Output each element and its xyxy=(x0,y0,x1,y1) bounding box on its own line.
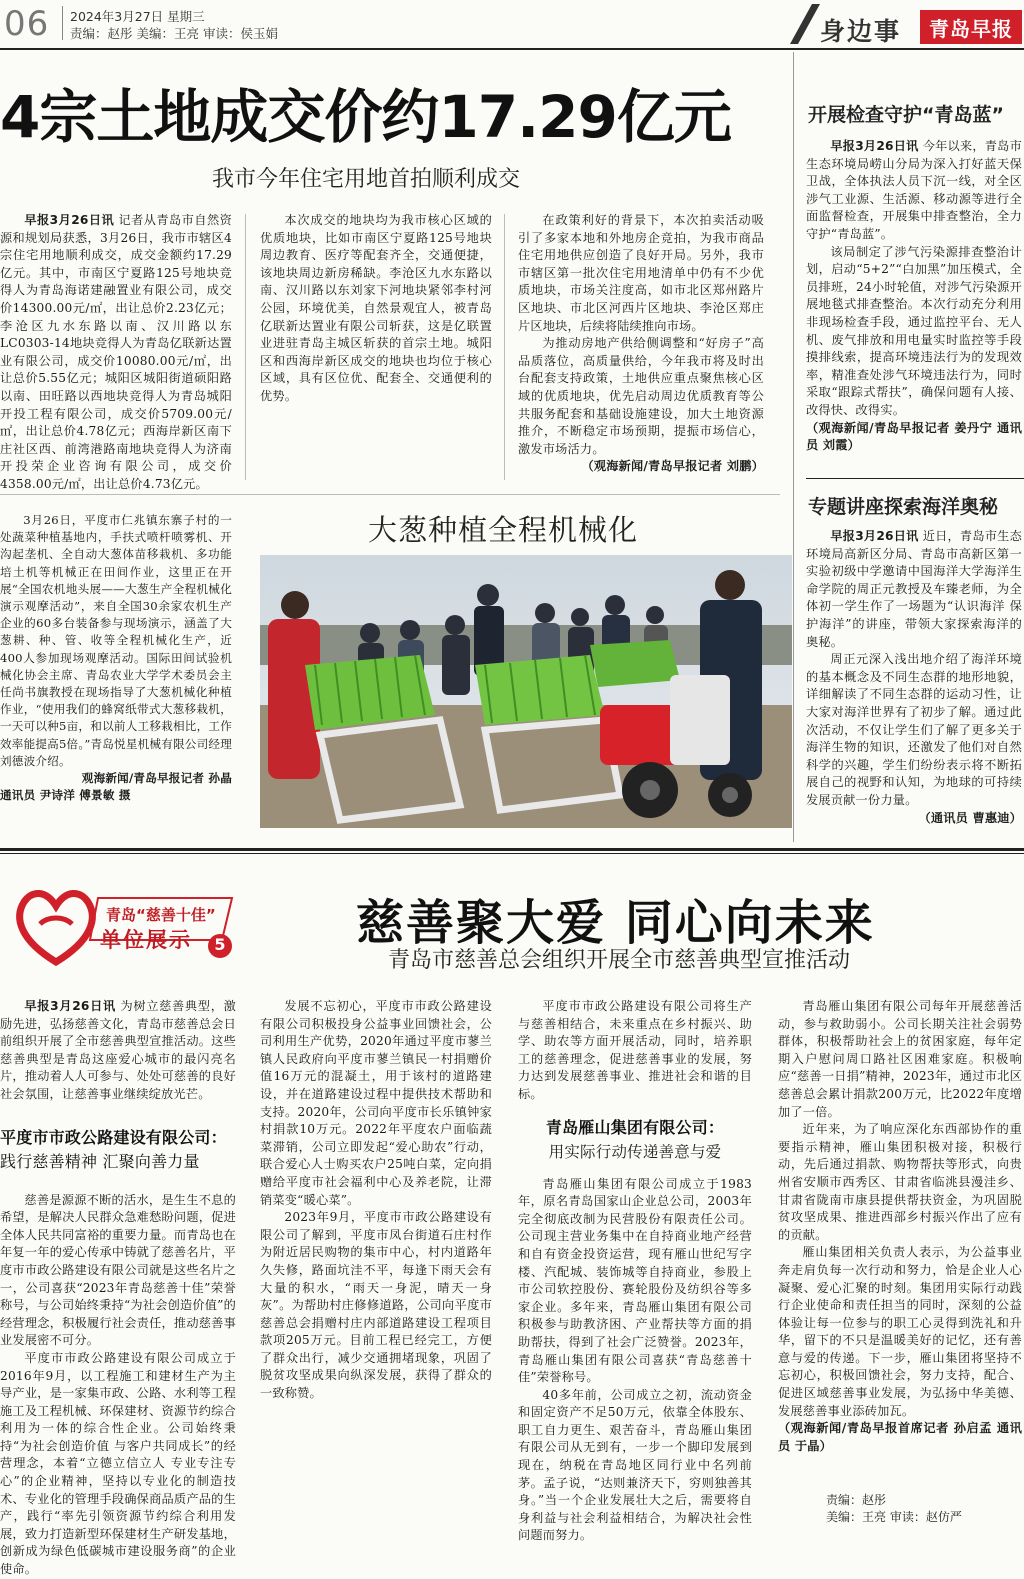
charity-col1 xyxy=(0,998,236,1577)
story3-dateline: 早报3月26日讯 xyxy=(830,529,919,543)
header-rule xyxy=(0,48,1024,50)
badge-line1: 青岛“慈善十佳” xyxy=(106,906,216,924)
story2-body xyxy=(806,138,1022,458)
badge-line2: 单位展示 xyxy=(100,928,192,952)
company1-name: 平度市市政公路建设有限公司： xyxy=(0,1127,227,1147)
story1-p2: 本次成交的地块均为我市核心区域的优质地块，比如市南区宁夏路125号地块周边教育、医疗等配套齐全，交通便捷，该地块周边新房稀缺。李沧区九水东路以南、汉川路以东刘家下河地块紧邻李村河公园，环境优美，自然景观宜人，被青岛亿联新达置业有限公司斩获，这是亿联置业进驻青岛主城区斩获的首宗土地。城阳区和西海岸新区成交的地块也均位于核心区域，具有区位优、配套全、交通便利的优势。 xyxy=(260,213,492,403)
page-number: 06 xyxy=(4,4,50,44)
story3-byline: （通讯员 曹惠迪） xyxy=(918,810,1022,825)
story2-byline: （观海新闻/青岛早报记者 姜丹宁 通讯员 刘霞） xyxy=(806,420,1022,453)
field-machinery-illustration xyxy=(260,555,792,828)
photo-caption xyxy=(0,512,232,812)
story2-p1: 今年以来，青岛市生态环境局崂山分局为深入打好蓝天保卫战，全体执法人员下沉一线，对全区涉气工业源、生活源、移动源等进行全面监督检查，开展集中排查整治，全力守护“青岛蓝”。 xyxy=(806,139,1022,241)
photo-credit-1: 观海新闻/青岛早报记者 孙晶 xyxy=(81,771,232,786)
story1-p4: 为推动房地产供给侧调整和“好房子”高品质落位，高质量供给，今年我市将及时出台配套支持政策，土地供应重点聚焦核心区域的优质地块，优先启动周边优质教育等公共服务配套和基础设施建设，加大土地资源推介，不断稳定市场预期，提振市场信心，激发市场活力。 xyxy=(518,336,764,456)
charity-col2 xyxy=(260,998,492,1526)
editors-line: 责编：赵彤 美编：王亮 审读：侯玉娟 xyxy=(70,26,278,41)
company1-p1: 慈善是源源不断的活水，是生生不息的希望，是解决人民群众急难愁盼问题，促进全体人民共同富裕的重要力量。而青岛也在年复一年的爱心传承中铸就了慈善名片，平度市市政公路建设有限公司就是这些名片之一，公司喜获“2023年青岛慈善十佳”荣誉称号，与公司始终秉持“为社会创造价值”的经营理念，积极履行社会责任，推动慈善事业发展密不可分。 xyxy=(0,1192,236,1348)
section-name: 身边事 xyxy=(820,17,902,46)
main-headline: 4宗土地成交价约17.29亿元 xyxy=(0,83,731,151)
col-divider xyxy=(245,214,246,480)
company1-slogan: 践行慈善精神 汇聚向善力量 xyxy=(0,1151,200,1171)
story1-byline: （观海新闻/青岛早报记者 刘鹏） xyxy=(581,459,764,474)
story1-col3 xyxy=(518,212,764,484)
header-divider xyxy=(62,6,63,40)
charity-byline: （观海新闻/青岛早报首席记者 孙启孟 通讯员 于晶） xyxy=(778,1421,1022,1453)
company2-slogan: 用实际行动传递善意与爱 xyxy=(548,1142,722,1161)
logo-text: 青岛早报 xyxy=(929,16,1013,41)
story1-p1: 记者从青岛市自然资源和规划局获悉，3月26日，我市市辖区4宗住宅用地顺利成交，成交金额约17.29亿元。其中，市南区宁夏路125号地块竞得人为青岛海诺建融置业有限公司，成交价14300.00元/㎡，出让总价2.23亿元；李沧区九水东路以南、汉川路以东LC0303-14地块竞得人为青岛亿联新达置业有限公司，成交价10080.00元/㎡，出让总价5.55亿元；城阳区城阳街道硕阳路以南、田旺路以西地块竞得人为青岛城阳开投工程有限公司，成交价5709.00元/㎡，出让总价4.78亿元；西海岸新区南下庄社区西、前湾港路南地块竞得人为济南开投荣企业咨询有限公司，成交价4358.00元/㎡，出让总价4.73亿元。 xyxy=(0,213,232,491)
photo-caption-text: 3月26日，平度市仁兆镇东寨子村的一处蔬菜种植基地内，手扶式喷杆喷雾机、开沟起垄机、全自动大葱体苗移栽机、多功能培土机等机械正在田间作业，这里正在开展“全国农机地头展——大葱生产全程机械化演示观摩活动”，来自全国30余家农机生产企业的60多台装备参与现场演示，涵盖了大葱耕、种、管、收等全程机械化生产，近400人参加现场观摩活动。国际田间试验机械化协会主席、青岛农业大学学术委员会主任尚书旗教授在现场指导了大葱机械化种植作业，“使用我们的蜂窝纸带式大葱移栽机，一天可以种5亩，和以前人工移栽相比，工作效率能提高5倍。”青岛悦星机械有限公司经理刘德波介绍。 xyxy=(0,513,232,768)
section-rule xyxy=(0,848,1024,851)
company2-name: 青岛雁山集团有限公司： xyxy=(545,1117,725,1137)
charity-badge xyxy=(10,880,240,970)
section-rule-thin xyxy=(0,853,1024,854)
story3-title: 专题讲座探索海洋奥秘 xyxy=(808,496,999,518)
footer-editor: 责编：赵彤 xyxy=(826,1493,887,1507)
story-rule xyxy=(0,494,780,495)
main-subheadline: 我市今年住宅用地首拍顺利成交 xyxy=(212,167,521,192)
header-info xyxy=(70,8,278,42)
photo-credit-2: 通讯员 尹诗洋 傅景敏 摄 xyxy=(0,788,131,803)
company2-p1: 青岛雁山集团有限公司成立于1983年，原名青岛国家山企业总公司，2003年完全彻底改制为民营股份有限责任公司。公司现主营业务集中在自持商业地产经营和自有资金投资运营，现有雁山世纪写字楼、汽配城、装饰城等自持商业，参股上市公司软控股份、赛轮股份及纺织谷等多家企业。多年来，青岛雁山集团有限公司积极参与助教济困、产业帮扶等方面的捐助帮扶，得到了社会广泛赞誉。2023年，青岛雁山集团有限公司喜获“青岛慈善十佳”荣誉称号。 xyxy=(518,1176,752,1385)
story1-dateline: 早报3月26日讯 xyxy=(24,213,115,227)
issue-date: 2024年3月27日 星期三 xyxy=(70,9,205,24)
story1-col2 xyxy=(260,212,492,484)
story1-p3: 在政策利好的背景下，本次拍卖活动吸引了多家本地和外地房企竞拍，为我市商品住宅用地供应创造了良好开局。另外，我市市辖区第一批次住宅用地清单中仍有不少优质地块，市场关注度高，如市北区郑州路片区地块、市北区河西片区地块、李沧区郑庄片区地块，后续将陆续推向市场。 xyxy=(518,213,764,333)
company1-p4: 2023年9月，平度市市政公路建设有限公司了解到，平度市凤台街道石庄村作为附近居民购物的集市中心，村内道路年久失修，路面坑洼不平，每逢下雨天会有大量的积水，“雨天一身泥，晴天一身灰”。为帮助村庄修修道路，公司向平度市慈善总会捐赠村庄内部道路建设工程项目款项205万元。目前工程已经完工，方便了群众出行，减少交通拥堵现象，巩固了脱贫攻坚成果向纵深发展，获得了群众的一致称赞。 xyxy=(260,1210,492,1401)
company1-p3: 发展不忘初心，平度市市政公路建设有限公司积极投身公益事业回馈社会，公司利用生产优势，2020年通过平度市蓼兰镇人民政府向平度市蓼兰镇民一村捐赠价值16万元的混凝土，用于该村的道路建设，并在道路建设过程中提供技术帮助和支持。2020年，公司向平度市长乐镇钟家村捐款10万元。2022年平度农户面临蔬菜滞销，公司立即发起“爱心助农”行动，联合爱心人士购买农户25吨白菜，定向捐赠给平度市社会福利中心及养老院，让滞销菜变“暖心菜”。 xyxy=(260,999,492,1207)
company1-p2: 平度市市政公路建设有限公司成立于2016年9月，以工程施工和建材生产为主导产业，是一家集市政、公路、水利等工程施工及工程机械、环保建材、资源节约综合利用为一体的综合性企业。公司始终秉持“为社会创造价值 与客户共同成长”的经营理念，本着“立德立信立人 专业专注专心”的企业精神，坚持以专业化的制造技术、专业化的管理手段确保商品质产品的生产，践行“率先引领资源节约综合利用发展，致力打造新型环保建材生产研发基地，创新成为绿色低碳城市建设服务商”的企业使命。 xyxy=(0,1350,236,1577)
newspaper-logo xyxy=(920,10,1022,44)
section-slash-icon xyxy=(790,4,820,44)
story-rule xyxy=(806,478,1024,479)
story3-p1: 近日，青岛市生态环境局高新区分局、青岛市高新区第一实验初级中学邀请中国海洋大学海洋生命学院的周正元教授及车臻老师，为全体初一学生作了一场题为“认识海洋 保护海洋”的讲座，带领大家探索海洋的奥秘。 xyxy=(806,529,1022,649)
charity-intro: 为树立慈善典型，激励先进，弘扬慈善文化，青岛市慈善总会日前组织开展了全市慈善典型宣推活动。这些慈善典型是青岛这座爱心城市的最闪亮名片，推动着人人可参与、处处可慈善的良好社会氛围，让慈善事业继续绽放光芒。 xyxy=(0,999,236,1101)
badge-number: 5 xyxy=(214,935,226,954)
charity-dateline: 早报3月26日讯 xyxy=(24,999,116,1013)
right-column-divider xyxy=(793,52,794,842)
story3-body xyxy=(806,528,1022,828)
footer-artist-reviewer: 美编：王亮 审读：赵仿严 xyxy=(826,1510,962,1524)
story3-p2: 周正元深入浅出地介绍了海洋环境的基本概念及不同生态群的地形地貌，详细解读了不同生态群的运动习性，让大家对海洋世界有了初步了解。通过此次活动，不仅让学生们了解了更多关于海洋生物的知识，还激发了他们对自然科学的兴趣，学生们纷纷表示将不断拓展自己的视野和认知，为地球的可持续发展贡献一份力量。 xyxy=(806,652,1022,807)
company2-p5: 雁山集团相关负责人表示，为公益事业奔走肩负每一次行动和努力，恰是企业人心凝聚、爱心汇聚的时刻。集团用实际行动践行企业使命和责任担当的同时，深刻的公益体验让每一位参与的职工心灵得到洗礼和升华，留下的不只是温暖美好的记忆，还有善意与爱的传递。下一步，雁山集团将坚持不忘初心，积极回馈社会，努力支持，配合、促进区域慈善事业发展，为弘扬中华美德、发展慈善事业添砖加瓦。 xyxy=(778,1245,1022,1418)
story2-dateline: 早报3月26日讯 xyxy=(830,139,919,153)
company2-p4: 近年来，为了响应深化东西部协作的重要指示精神，雁山集团积极对接，积极行动，先后通过捐款、购物帮扶等形式，向贵州省安顺市西秀区、甘肃省临洮县漫洼乡、甘肃省陇南市康县提供帮扶资金，为巩固脱贫攻坚成果、推进西部乡村振兴作出了应有的贡献。 xyxy=(778,1122,1022,1242)
footer-credits xyxy=(826,1492,962,1526)
company2-p2: 40多年前，公司成立之初，流动资金和固定资产不足50万元，依靠全体股东、职工自力更生、艰苦奋斗，青岛雁山集团有限公司从无到有，一步一个脚印发展到现在，纳税在青岛地区同行业中名列前茅。孟子说，“达则兼济天下，穷则独善其身。”当一个企业发展壮大之后，需要将自身利益与社会利益相结合，为解决社会性问题而努力。 xyxy=(518,1387,752,1543)
col-divider xyxy=(504,214,505,480)
charity-col4 xyxy=(778,998,1022,1468)
photo-title: 大葱种植全程机械化 xyxy=(368,513,639,547)
charity-col3 xyxy=(518,998,752,1543)
charity-subheadline: 青岛市慈善总会组织开展全市慈善典型宣推活动 xyxy=(388,948,851,973)
company2-p3: 青岛雁山集团有限公司每年开展慈善活动，参与救助弱小。公司长期关注社会弱势群体，积极帮助社会上的贫困家庭，每年定期入户慰问周口路社区困难家庭。积极响应“慈善一日捐”精神，2023年，通过市北区慈善总会累计捐款200万元，比2022年度增加了一倍。 xyxy=(778,999,1022,1119)
story2-p2: 该局制定了涉气污染源排查整治计划，启动“5+2”“白加黑”加压模式，全员排班，24小时轮值，对涉气污染源开展地毯式排查整治。本次行动充分利用非现场检查手段，通过监控平台、无人机、废气排放和用电量实时监控等手段摸排线索，提高环境违法行为的发现效率，精准查处涉气环境违法行为，同时采取“跟踪式帮扶”，确保问题有人接、改得快、改得实。 xyxy=(806,244,1022,417)
story2-title: 开展检查守护“青岛蓝” xyxy=(808,104,1004,126)
company1-p5: 平度市市政公路建设有限公司将生产与慈善相结合，未来重点在乡村振兴、助学、助农等方面开展活动，同时，培养职工的慈善理念，促进慈善事业的发展，努力达到发展慈善事业、推进社会和谐的目标。 xyxy=(518,999,752,1101)
news-photo xyxy=(260,555,792,828)
charity-headline: 慈善聚大爱 同心向未来 xyxy=(356,895,875,951)
story1-col1 xyxy=(0,212,232,491)
